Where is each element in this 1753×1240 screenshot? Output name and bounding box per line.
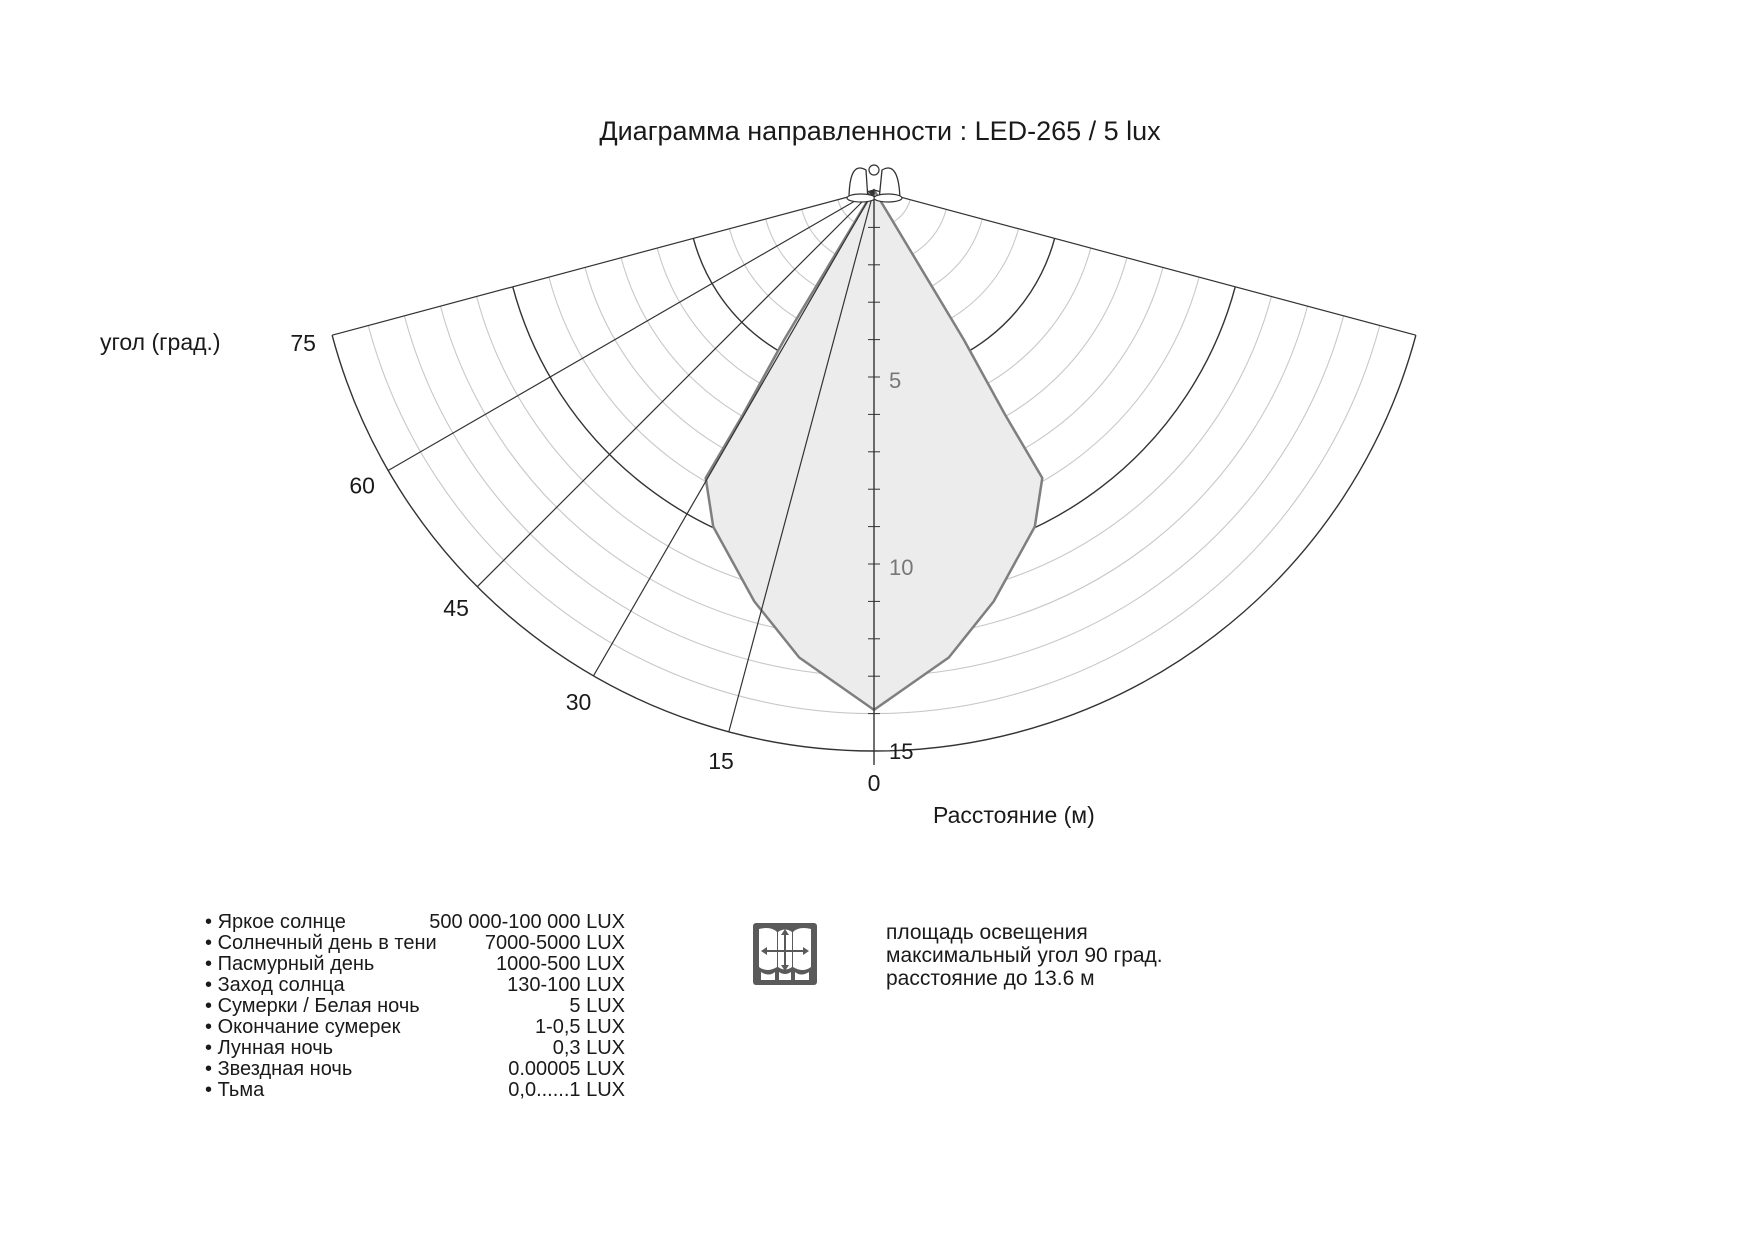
- angle-tick-label: 60: [349, 472, 375, 499]
- lamp-sensor: [869, 165, 879, 175]
- legend-name: • Сумерки / Белая ночь: [205, 996, 420, 1017]
- distance-tick-label: 15: [889, 739, 914, 764]
- sector-edge: [874, 190, 1416, 335]
- legend-row: [205, 1017, 625, 1038]
- legend-row: [205, 996, 625, 1017]
- legend-name: • Лунная ночь: [205, 1038, 333, 1059]
- lamp-icon: [847, 165, 902, 202]
- chart-title: Диаграмма направленности : LED-265 / 5 lux: [599, 116, 1161, 146]
- legend-value: 0,3 LUX: [552, 1037, 625, 1059]
- coverage-info: [886, 921, 1163, 990]
- legend-row: [205, 1080, 625, 1101]
- coverage-area-icon: [753, 923, 817, 985]
- legend-name: • Яркое солнце: [205, 912, 346, 933]
- legend-name: • Солнечный день в тени: [205, 933, 437, 954]
- info-line: максимальный угол 90 град.: [886, 944, 1163, 967]
- legend-value: 1000-500 LUX: [496, 953, 625, 975]
- legend-value: 0.00005 LUX: [508, 1058, 625, 1080]
- angle-line: [332, 190, 874, 335]
- legend-name: • Заход солнца: [205, 975, 345, 996]
- legend-name: • Пасмурный день: [205, 954, 374, 975]
- angle-tick-label: 0: [867, 770, 881, 796]
- legend-value: 0,0......1 LUX: [508, 1079, 625, 1101]
- legend-row: [205, 954, 625, 975]
- legend-value: 500 000-100 000 LUX: [429, 911, 625, 933]
- legend-row: [205, 1038, 625, 1059]
- legend-row: [205, 933, 625, 954]
- lamp-lens: [847, 194, 875, 202]
- distance-tick-label: 10: [889, 555, 914, 580]
- angle-tick-label: 30: [565, 688, 592, 715]
- distance-axis-label: Расстояние (м): [933, 802, 1095, 828]
- legend-name: • Окончание сумерек: [205, 1017, 400, 1038]
- angle-tick-label: 15: [708, 747, 734, 774]
- legend-row: [205, 912, 625, 933]
- angle-axis-label: угол (град.): [100, 329, 221, 355]
- legend-value: 7000-5000 LUX: [484, 932, 625, 954]
- legend-value: 130-100 LUX: [507, 974, 625, 996]
- legend-row: [205, 1059, 625, 1080]
- info-line: площадь освещения: [886, 921, 1088, 944]
- angle-tick-label: 75: [290, 329, 316, 356]
- legend-value: 1-0,5 LUX: [534, 1016, 625, 1038]
- legend-name: • Звездная ночь: [205, 1059, 352, 1080]
- lux-legend: [205, 912, 625, 1101]
- legend-row: [205, 975, 625, 996]
- info-line: расстояние до 13.6 м: [886, 967, 1095, 990]
- distance-tick-label: 5: [889, 368, 902, 393]
- angle-tick-label: 45: [443, 594, 469, 621]
- legend-name: • Тьма: [205, 1080, 264, 1101]
- legend-value: 5 LUX: [569, 995, 625, 1017]
- lamp-lens: [874, 194, 902, 202]
